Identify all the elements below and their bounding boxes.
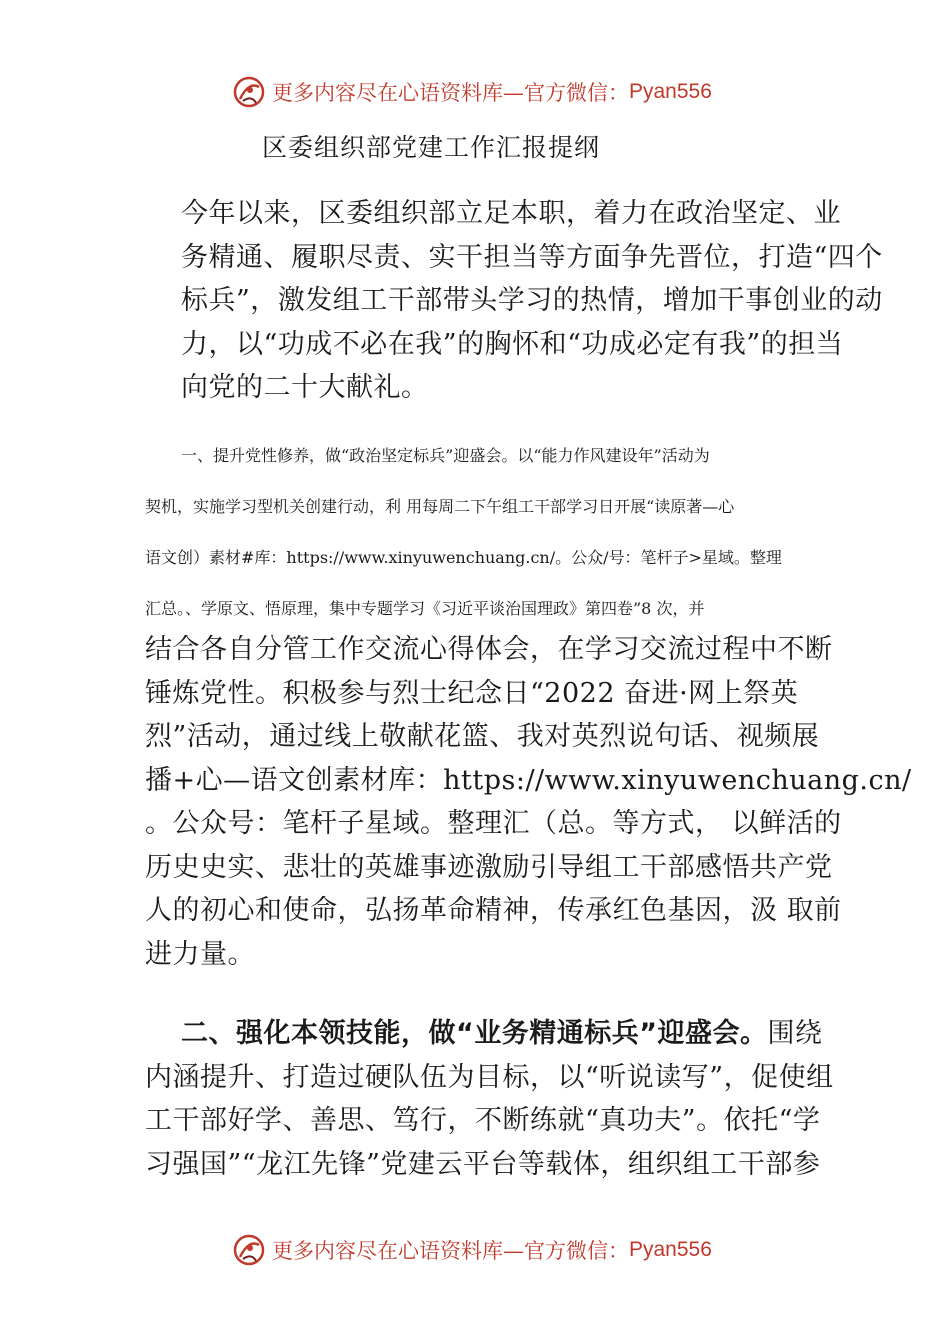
watermark-wechat: Pyan556 [629, 80, 712, 103]
text-line: 语文创）素材#库：https://www.xinyuwenchuang.cn/。公众/号：笔杆子>星域。整理 [145, 548, 782, 567]
text-line: 播+心—语文创素材库：https://www.xinyuwenchuang.cn/ [145, 764, 912, 796]
text-line: 一、提升党性修养，做“政治坚定标兵”迎盛会。以“能力作风建设年”活动为 [181, 446, 710, 465]
section2-first-rest: 围绕 [767, 1018, 823, 1049]
footer-watermark [232, 1230, 712, 1270]
watermark-wechat: Pyan556 [629, 1238, 712, 1261]
text-line: 进力量。 [145, 938, 255, 970]
section2-first-line [145, 1012, 823, 1056]
logo-icon [232, 1233, 266, 1267]
text-line: 结合各自分管工作交流心得体会，在学习交流过程中不断 [145, 634, 833, 665]
text-line: 契机，实施学习型机关创建行动，利 用每周二下午组工干部学习日开展“读原著—心 [145, 497, 735, 516]
text-line: 。公众号：笔杆子星域。整理汇（总。等方式， 以鲜活的 [145, 808, 842, 839]
text-line: 今年以来，区委组织部立足本职，着力在政治坚定、业 [181, 198, 841, 229]
section1-paragraph [145, 628, 912, 976]
text-line: 历史史实、悲壮的英雄事迹激励引导组工干部感悟共产党 [145, 851, 833, 883]
watermark-text: 更多内容尽在心语资料库—官方微信： [272, 1239, 629, 1263]
logo-icon [232, 75, 266, 109]
text-line: 人的初心和使命，弘扬革命精神，传承红色基因，汲 取前 [145, 895, 842, 926]
text-line: 习强国”“龙江先锋”党建云平台等载体，组织组工干部参 [145, 1148, 821, 1180]
text-line: 力，以“功成不必在我”的胸怀和“功成必定有我”的担当 [181, 328, 844, 360]
text-line: 工干部好学、善思、笃行，不断练就“真功夫”。依托“学 [145, 1105, 821, 1136]
text-line: 锤炼党性。积极参与烈士纪念日“2022 奋进·网上祭英 [145, 677, 799, 709]
text-line: 汇总。、学原文、悟原理，集中专题学习《习近平谈治国理政》第四卷”8 次，并 [145, 599, 705, 618]
text-line: 务精通、履职尽责、实干担当等方面争先晋位，打造“四个 [181, 241, 883, 273]
intro-paragraph [145, 192, 883, 410]
text-line: 内涵提升、打造过硬队伍为目标，以“听说读写”，促使组 [145, 1061, 834, 1093]
header-watermark [232, 72, 712, 112]
text-line: 标兵”，激发组工干部带头学习的热情，增加干事创业的动 [181, 285, 883, 316]
section2-heading: 二、强化本领技能，做“业务精通标兵”迎盛会。 [181, 1018, 768, 1049]
document-title: 区委组织部党建工作汇报提纲 [262, 133, 601, 162]
text-line: 向党的二十大献礼。 [181, 372, 429, 403]
text-line: 烈”活动，通过线上敬献花篮、我对英烈说句话、视频展 [145, 721, 820, 752]
section2-paragraph [145, 1012, 834, 1186]
watermark-text: 更多内容尽在心语资料库—官方微信： [272, 81, 629, 105]
section1-small-text [145, 430, 810, 634]
